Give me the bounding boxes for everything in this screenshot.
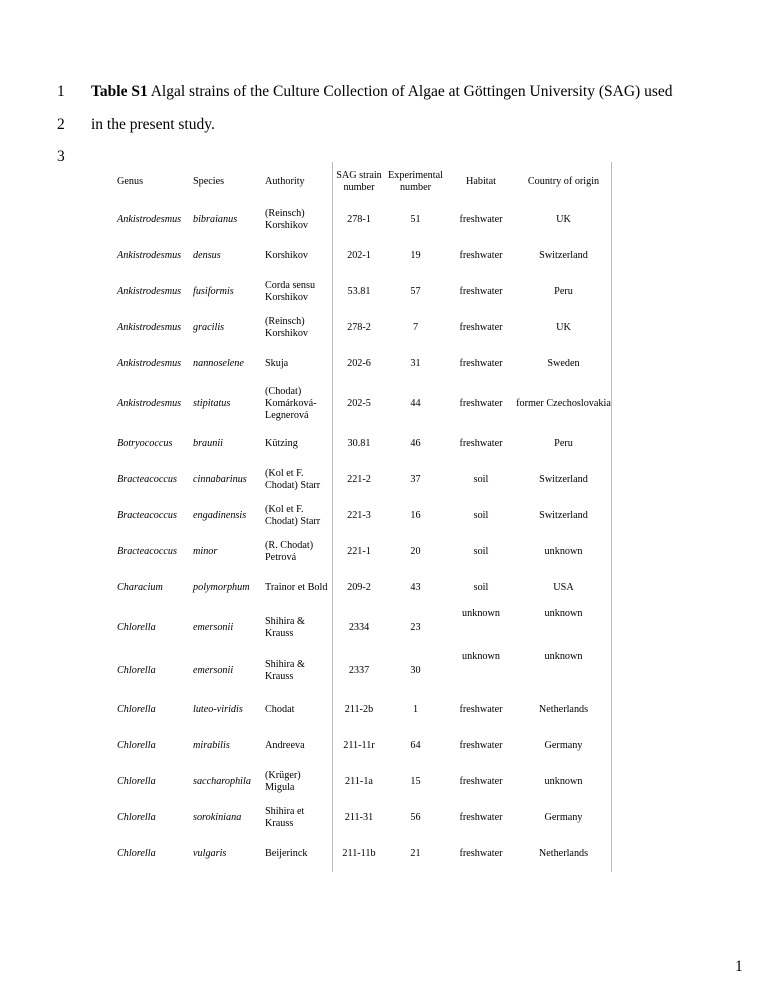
cell-sag-strain-number: 278-1	[347, 214, 371, 225]
cell-genus: Bracteacoccus	[117, 510, 177, 521]
header-habitat: Habitat	[466, 176, 496, 187]
table-row	[111, 649, 612, 692]
cell-species: polymorphum	[193, 582, 250, 593]
header-experimental-number: Experimental number	[388, 170, 443, 193]
line-number-3: 3	[57, 148, 65, 165]
cell-genus: Ankistrodesmus	[117, 286, 182, 297]
cell-experimental-number: 20	[410, 546, 421, 557]
cell-sag-strain-number: 221-2	[347, 474, 371, 485]
cell-genus: Characium	[117, 582, 163, 593]
cell-experimental-number: 7	[412, 322, 419, 333]
cell-species: gracilis	[193, 322, 225, 333]
cell-country-of-origin: unknown	[516, 764, 612, 800]
cell-genus: Chlorella	[117, 776, 156, 787]
cell-genus: Bracteacoccus	[117, 546, 177, 557]
cell-authority: (Reinsch) Korshikov	[265, 310, 333, 346]
cell-country-of-origin: Peru	[516, 274, 612, 310]
cell-authority: (R. Chodat) Petrová	[265, 534, 333, 570]
cell-sag-strain-number: 2337	[348, 664, 370, 676]
cell-sag-strain-number: 211-2b	[344, 704, 374, 715]
cell-country-of-origin: Germany	[516, 728, 612, 764]
cell-experimental-number: 15	[410, 776, 421, 787]
cell-sag-strain-number: 30.81	[347, 438, 371, 449]
cell-experimental-number: 57	[410, 286, 421, 297]
cell-sag-strain-number: 202-5	[347, 398, 371, 409]
cell-country-of-origin: UK	[516, 202, 612, 238]
table-row	[111, 534, 612, 570]
cell-genus: Ankistrodesmus	[117, 214, 182, 225]
page-number: 1	[735, 958, 743, 975]
cell-species: mirabilis	[193, 740, 230, 751]
cell-country-of-origin: UK	[516, 310, 612, 346]
cell-habitat: freshwater	[459, 776, 503, 787]
cell-sag-strain-number: 211-11b	[342, 848, 376, 859]
table-row	[111, 728, 612, 764]
cell-country-of-origin: unknown	[516, 649, 612, 692]
cell-experimental-number: 16	[410, 510, 421, 521]
cell-authority: (Krüger) Migula	[265, 764, 333, 800]
cell-country-of-origin: former Czechoslovakia	[516, 382, 612, 426]
caption-label: Table S1	[91, 83, 148, 100]
cell-genus: Chlorella	[117, 621, 156, 633]
cell-experimental-number: 37	[410, 474, 421, 485]
cell-genus: Chlorella	[117, 704, 156, 715]
cell-sag-strain-number: 221-1	[347, 546, 371, 557]
cell-experimental-number: 21	[410, 848, 421, 859]
cell-authority: Andreeva	[265, 728, 333, 764]
cell-authority: Corda sensu Korshikov	[265, 274, 333, 310]
cell-habitat: unknown	[462, 608, 500, 619]
cell-sag-strain-number: 202-6	[347, 358, 371, 369]
table-row	[111, 800, 612, 836]
cell-habitat: soil	[473, 582, 489, 593]
cell-species: nannoselene	[193, 358, 244, 369]
cell-country-of-origin: Switzerland	[516, 238, 612, 274]
cell-habitat: freshwater	[459, 848, 503, 859]
cell-authority: Kützing	[265, 426, 333, 462]
cell-country-of-origin: Germany	[516, 800, 612, 836]
cell-species: vulgaris	[193, 848, 227, 859]
cell-sag-strain-number: 211-31	[344, 812, 374, 823]
cell-authority: Chodat	[265, 692, 333, 728]
cell-experimental-number: 43	[410, 582, 421, 593]
cell-experimental-number: 46	[410, 438, 421, 449]
cell-sag-strain-number: 278-2	[347, 322, 371, 333]
cell-sag-strain-number: 202-1	[347, 250, 371, 261]
table-row	[111, 692, 612, 728]
cell-habitat: freshwater	[459, 322, 503, 333]
table-row	[111, 764, 612, 800]
cell-authority: Shihira & Krauss	[265, 606, 333, 649]
cell-authority: (Kol et F. Chodat) Starr	[265, 462, 333, 498]
cell-habitat: freshwater	[459, 286, 503, 297]
cell-genus: Ankistrodesmus	[117, 358, 182, 369]
cell-species: densus	[193, 250, 221, 261]
cell-authority: Trainor et Bold	[265, 570, 333, 606]
cell-country-of-origin: Sweden	[516, 346, 612, 382]
cell-genus: Chlorella	[117, 740, 156, 751]
table-row	[111, 836, 612, 872]
cell-experimental-number: 19	[410, 250, 421, 261]
table-body	[111, 202, 612, 872]
cell-authority: Skuja	[265, 346, 333, 382]
cell-species: braunii	[193, 438, 224, 449]
cell-experimental-number: 31	[410, 358, 421, 369]
cell-species: luteo-viridis	[193, 704, 243, 715]
cell-sag-strain-number: 53.81	[347, 286, 371, 297]
cell-authority: Shihira et Krauss	[265, 800, 333, 836]
table-row	[111, 570, 612, 606]
cell-habitat: freshwater	[459, 358, 503, 369]
cell-species: fusiformis	[193, 286, 234, 297]
cell-habitat: freshwater	[459, 398, 503, 409]
cell-genus: Botryococcus	[117, 438, 173, 449]
cell-genus: Ankistrodesmus	[117, 250, 182, 261]
cell-country-of-origin: USA	[516, 570, 612, 606]
cell-country-of-origin: Peru	[516, 426, 612, 462]
cell-authority: (Chodat) Komárková-Legnerová	[265, 382, 333, 426]
cell-authority: Korshikov	[265, 238, 333, 274]
cell-country-of-origin: Netherlands	[516, 836, 612, 872]
cell-species: bibraianus	[193, 214, 238, 225]
cell-genus: Ankistrodesmus	[117, 322, 182, 333]
caption-text-1: Algal strains of the Culture Collection of Algae at Göttingen University (SAG) used	[147, 83, 673, 100]
header-genus: Genus	[117, 176, 144, 187]
cell-country-of-origin: unknown	[516, 534, 612, 570]
cell-sag-strain-number: 221-3	[347, 510, 371, 521]
cell-experimental-number: 44	[410, 398, 421, 409]
table-row	[111, 238, 612, 274]
table-row	[111, 382, 612, 426]
header-species: Species	[193, 176, 225, 187]
cell-country-of-origin: Switzerland	[516, 462, 612, 498]
cell-habitat: freshwater	[459, 250, 503, 261]
cell-authority: Shihira & Krauss	[265, 649, 333, 692]
cell-experimental-number: 30	[410, 664, 421, 676]
table-row	[111, 274, 612, 310]
table-row	[111, 310, 612, 346]
cell-habitat: freshwater	[459, 740, 503, 751]
cell-sag-strain-number: 211-1a	[345, 776, 373, 787]
cell-habitat: freshwater	[459, 704, 503, 715]
cell-genus: Chlorella	[117, 812, 156, 823]
cell-experimental-number: 56	[410, 812, 421, 823]
cell-habitat: freshwater	[459, 438, 503, 449]
cell-species: emersonii	[193, 621, 234, 633]
table-row	[111, 498, 612, 534]
cell-species: stipitatus	[193, 398, 231, 409]
header-sag-strain-number: SAG strain number	[336, 170, 382, 193]
cell-habitat: soil	[473, 546, 489, 557]
cell-genus: Bracteacoccus	[117, 474, 177, 485]
cell-sag-strain-number: 2334	[348, 621, 370, 633]
cell-species: sorokiniana	[193, 812, 242, 823]
cell-sag-strain-number: 211-11r	[343, 740, 375, 751]
cell-experimental-number: 1	[412, 704, 419, 715]
table-row	[111, 202, 612, 238]
cell-genus: Chlorella	[117, 848, 156, 859]
table-row	[111, 606, 612, 649]
cell-genus: Ankistrodesmus	[117, 398, 182, 409]
cell-experimental-number: 64	[410, 740, 421, 751]
cell-habitat: soil	[473, 474, 489, 485]
table-caption-line-1	[91, 82, 672, 102]
cell-species: emersonii	[193, 664, 234, 676]
cell-habitat: soil	[473, 510, 489, 521]
header-country-of-origin: Country of origin	[516, 162, 612, 202]
cell-habitat: freshwater	[459, 214, 503, 225]
cell-genus: Chlorella	[117, 664, 156, 676]
cell-country-of-origin: Switzerland	[516, 498, 612, 534]
cell-species: engadinensis	[193, 510, 247, 521]
cell-authority: Beijerinck	[265, 836, 333, 872]
header-authority: Authority	[265, 162, 333, 202]
table-row	[111, 346, 612, 382]
cell-habitat: unknown	[462, 651, 500, 662]
table-header-row	[111, 162, 612, 202]
cell-sag-strain-number: 209-2	[347, 582, 371, 593]
cell-habitat: freshwater	[459, 812, 503, 823]
cell-species: saccharophila	[193, 776, 251, 787]
cell-authority: (Reinsch) Korshikov	[265, 202, 333, 238]
cell-experimental-number: 51	[410, 214, 421, 225]
cell-country-of-origin: Netherlands	[516, 692, 612, 728]
strains-table	[111, 162, 612, 872]
cell-experimental-number: 23	[410, 621, 421, 633]
cell-species: minor	[193, 546, 218, 557]
table-row	[111, 426, 612, 462]
table-row	[111, 462, 612, 498]
cell-species: cinnabarinus	[193, 474, 247, 485]
table-caption-line-2: in the present study.	[91, 116, 215, 133]
cell-authority: (Kol et F. Chodat) Starr	[265, 498, 333, 534]
cell-country-of-origin: unknown	[516, 606, 612, 649]
line-number-2: 2	[57, 116, 65, 133]
line-number-1: 1	[57, 83, 65, 100]
